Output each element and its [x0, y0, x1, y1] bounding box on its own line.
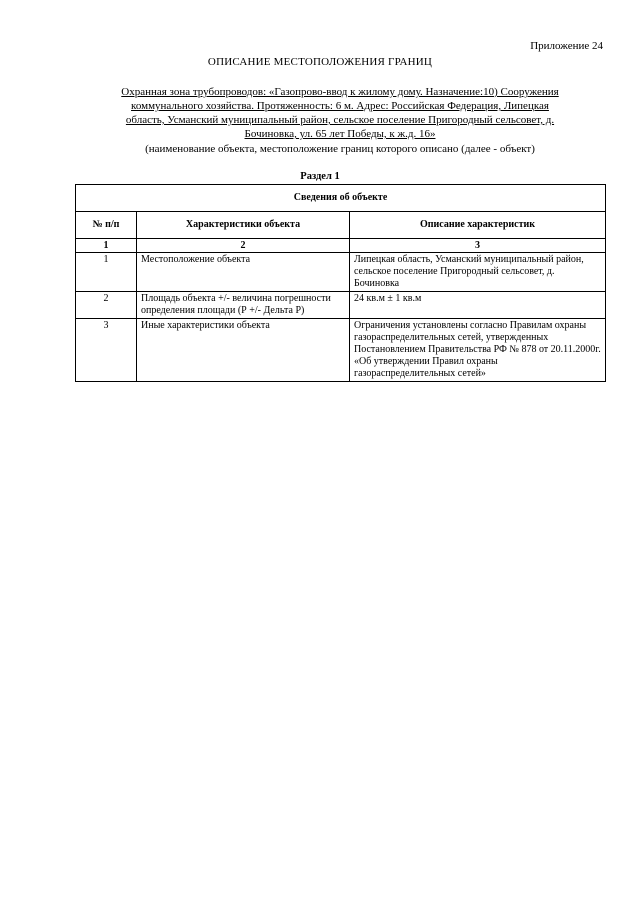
column-number: 2 [137, 239, 350, 253]
table-caption-row [76, 185, 606, 212]
header-num: № п/п [76, 212, 137, 239]
object-description-line: коммунального хозяйства. Протяженность: 6 м. Адрес: Российская Федерация, Липецкая [131, 100, 549, 112]
table-caption: Сведения об объекте [76, 185, 606, 212]
object-info-table [75, 184, 606, 382]
object-caption: (наименование объекта, местоположение границ которого описано (далее - объект) [145, 143, 535, 155]
table-column-numbers-row [76, 239, 606, 253]
row-description: 24 кв.м ± 1 кв.м [350, 292, 606, 319]
column-number: 1 [76, 239, 137, 253]
table-row [76, 292, 606, 319]
header-description: Описание характеристик [350, 212, 606, 239]
row-characteristic: Площадь объекта +/- величина погрешности определения площади (Р +/- Дельта Р) [137, 292, 350, 319]
row-num: 1 [76, 253, 137, 292]
table-row [76, 253, 606, 292]
table-header-row [76, 212, 606, 239]
object-description-line: Охранная зона трубопроводов: «Газопрово-ввод к жилому дому. Назначение:10) Сооружения [121, 86, 559, 98]
column-number: 3 [350, 239, 606, 253]
header-characteristic: Характеристики объекта [137, 212, 350, 239]
object-description-line: область, Усманский муниципальный район, сельское поселение Пригородный сельсовет, д. [125, 114, 555, 126]
object-description [75, 85, 605, 141]
row-description: Ограничения установлены согласно Правилам охраны газораспределительных сетей, утвержденных Постановлением Правительства РФ № 878 от 20.11.2000г. «Об утверждении Правил охраны газораспределительных сетей» [350, 319, 606, 382]
row-description: Липецкая область, Усманский муниципальный район, сельское поселение Пригородный сельсовет, д. Бочиновка [350, 253, 606, 292]
appendix-label: Приложение 24 [530, 40, 603, 52]
section-title: Раздел 1 [300, 171, 340, 182]
object-description-line: Бочиновка, ул. 65 лет Победы, к ж.д. 16» [244, 128, 436, 140]
row-characteristic: Местоположение объекта [137, 253, 350, 292]
row-characteristic: Иные характеристики объекта [137, 319, 350, 382]
row-num: 3 [76, 319, 137, 382]
row-num: 2 [76, 292, 137, 319]
table-row [76, 319, 606, 382]
document-title: ОПИСАНИЕ МЕСТОПОЛОЖЕНИЯ ГРАНИЦ [207, 56, 433, 68]
